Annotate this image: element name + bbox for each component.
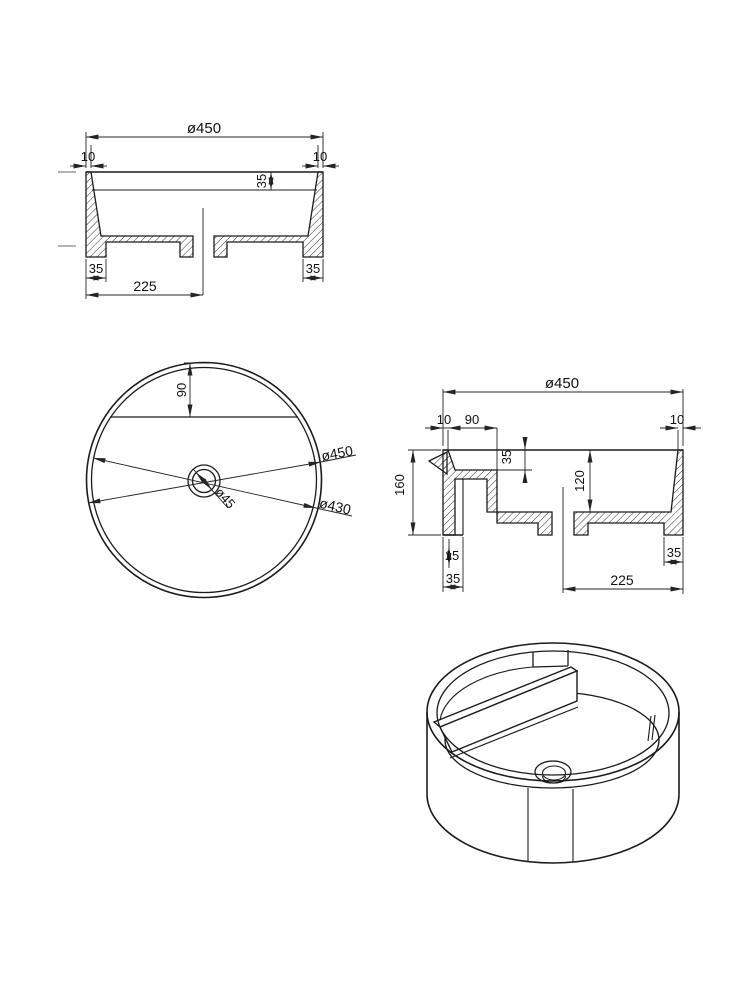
dim-overall-diameter: ø450 xyxy=(186,120,222,137)
dim-foot-right: 35 xyxy=(305,261,321,276)
view-side-section xyxy=(392,375,701,594)
outer-rim-circle xyxy=(87,363,322,598)
dim-overall-diameter: ø450 xyxy=(544,375,580,392)
view-front-section xyxy=(58,120,339,299)
dim-foot-right: 35 xyxy=(666,545,682,560)
dim-shelf-depth: 35 xyxy=(499,449,514,465)
view-plan xyxy=(87,363,357,598)
dim-center-to-edge: 225 xyxy=(610,572,634,588)
inner-wall-seam xyxy=(652,715,655,740)
dim-foot-left: 35 xyxy=(445,571,461,586)
rim-flat-chord xyxy=(533,666,568,667)
dim-shelf-width: 90 xyxy=(464,412,480,427)
dim-drain-diameter: ø45 xyxy=(212,484,239,512)
dim-wall-left: 10 xyxy=(436,412,452,427)
section-cut-shelf-divider xyxy=(443,450,497,535)
dim-rim-depth: 35 xyxy=(254,173,269,189)
section-cut-left-wall xyxy=(86,172,193,257)
dim-overall-height: 160 xyxy=(392,474,407,496)
section-break-mark xyxy=(429,452,447,474)
view-isometric xyxy=(427,643,679,863)
inner-rim-circle xyxy=(92,368,317,593)
dim-edge-to-center: 225 xyxy=(133,278,157,294)
dim-bowl-depth: 120 xyxy=(572,470,587,492)
body-bottom-arc xyxy=(427,794,679,863)
dim-base-lip: 15 xyxy=(444,548,460,563)
drain-inner-ellipse xyxy=(543,766,566,780)
dim-foot-left: 35 xyxy=(88,261,104,276)
section-cut-floor-left xyxy=(497,512,552,535)
dim-divider-offset: 90 xyxy=(174,382,189,398)
dim-wall-left: 10 xyxy=(80,149,96,164)
dim-outer-diameter: ø450 xyxy=(319,442,355,464)
dim-wall-right: 10 xyxy=(669,412,685,427)
dim-inner-diameter: ø430 xyxy=(317,494,353,518)
dim-wall-right: 10 xyxy=(312,149,328,164)
